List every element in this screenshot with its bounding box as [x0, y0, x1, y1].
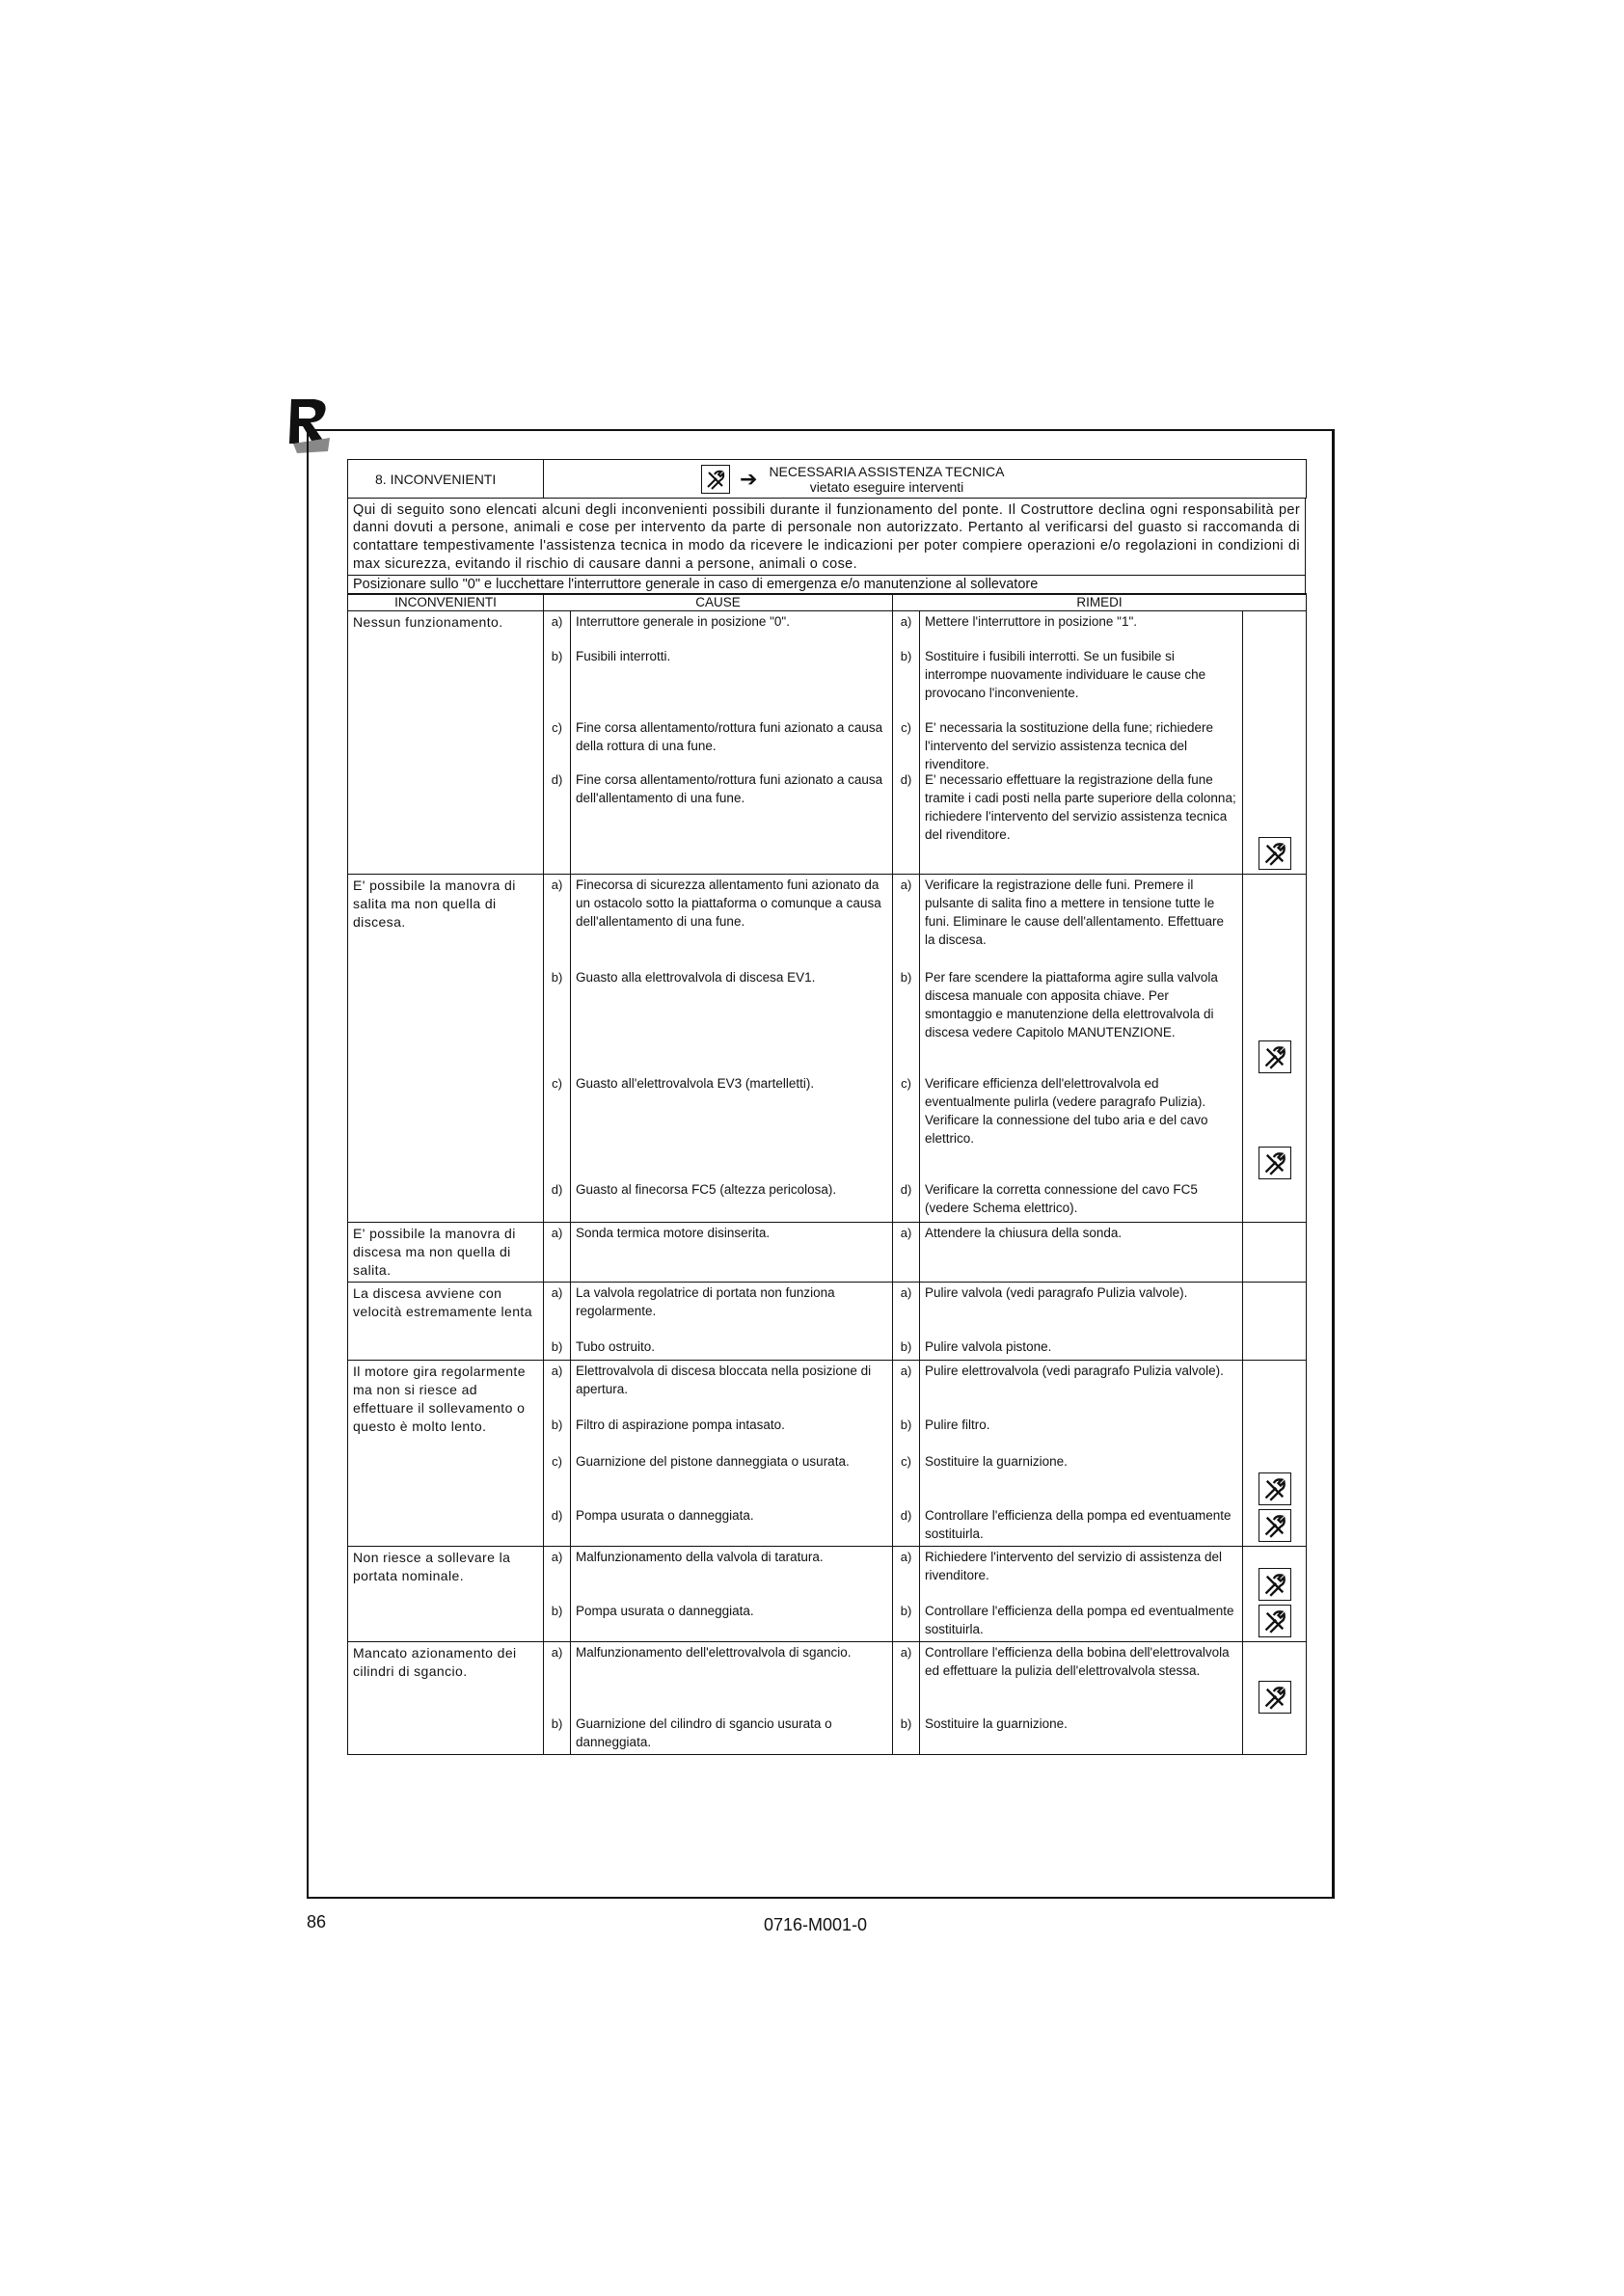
remedy-text-entry: Attendere la chiusura della sonda.: [925, 1226, 1123, 1241]
remedy-letter-entry: a): [900, 1285, 912, 1301]
assistance-icon-column: [1243, 1361, 1307, 1547]
cause-text-entry: Malfunzionamento della valvola di taratura.: [576, 1550, 824, 1565]
remedy-letter: [893, 611, 920, 875]
remedy-letter-entry: d): [900, 772, 912, 788]
remedy-letter: [893, 1283, 920, 1361]
cause-letter-entry: a): [551, 1285, 563, 1301]
remedy-letter: [893, 1642, 920, 1755]
technical-assistance-icon: [1259, 1147, 1291, 1179]
remedy-letter-entry: a): [900, 1226, 912, 1241]
column-headers: [348, 594, 1307, 611]
technical-assistance-icon: [1259, 1681, 1291, 1714]
section-title: 8. INCONVENIENTI: [348, 460, 544, 499]
cause-letter: [544, 1283, 571, 1361]
troubleshooting-table: [347, 593, 1307, 1755]
remedy-letter: [893, 1223, 920, 1283]
cause-letter-entry: b): [551, 1418, 563, 1433]
header-table: [347, 459, 1307, 499]
cause-letter-entry: a): [551, 614, 563, 630]
cause-letter: [544, 1547, 571, 1642]
cause-text-entry: Elettrovalvola di discesa bloccata nella posizione di apertura.: [576, 1364, 872, 1396]
cause-letter: [544, 1361, 571, 1547]
remedy-text-entry: Pulire valvola (vedi paragrafo Pulizia valvole).: [925, 1285, 1188, 1301]
cause-text-entry: Pompa usurata o danneggiata.: [576, 1604, 754, 1619]
cause-letter-entry: c): [552, 1454, 562, 1470]
column-header-problems: INCONVENIENTI: [348, 594, 544, 611]
cause-text: [571, 1547, 893, 1642]
remedy-letter: [893, 1361, 920, 1547]
problem-row: [348, 1361, 1307, 1547]
remedy-text: [920, 875, 1243, 1223]
cause-letter-entry: a): [551, 878, 563, 893]
cause-text-entry: Fine corsa allentamento/rottura funi azionato a causa dell'allentamento di una fune.: [576, 772, 883, 805]
technical-assistance-icon: [1259, 1472, 1291, 1505]
remedy-letter-entry: a): [900, 1364, 912, 1379]
wrench-screwdriver-icon: [701, 465, 730, 494]
remedy-letter-entry: b): [900, 1604, 912, 1619]
technical-assistance-icon: [1259, 837, 1291, 870]
problem-description: Mancato azionamento dei cilindri di sgancio.: [348, 1642, 544, 1755]
assistance-icon-column: [1243, 1547, 1307, 1642]
cause-text-entry: Guarnizione del pistone danneggiata o usurata.: [576, 1454, 850, 1470]
remedy-letter-entry: c): [901, 1454, 911, 1470]
remedy-text-entry: Controllare l'efficienza della bobina dell'elettrovalvola ed effettuare la pulizia dell'elettrovalvola stessa.: [925, 1645, 1230, 1678]
remedy-text-entry: Richiedere l'intervento del servizio di assistenza del rivenditore.: [925, 1550, 1222, 1582]
technical-assistance-warning: [544, 460, 1307, 499]
column-header-remedies: RIMEDI: [893, 594, 1307, 611]
cause-text-entry: Tubo ostruito.: [576, 1339, 656, 1355]
remedy-letter-entry: a): [900, 1550, 912, 1565]
cause-text: [571, 1361, 893, 1547]
remedy-text-entry: Sostituire la guarnizione.: [925, 1454, 1068, 1470]
problem-description: Non riesce a sollevare la portata nominale.: [348, 1547, 544, 1642]
cause-text-entry: Guasto alla elettrovalvola di discesa EV1.: [576, 970, 816, 986]
problem-description: Nessun funzionamento.: [348, 611, 544, 875]
cause-letter: [544, 611, 571, 875]
cause-letter-entry: b): [551, 649, 563, 664]
cause-letter-entry: a): [551, 1364, 563, 1379]
cause-letter-entry: c): [552, 720, 562, 736]
problem-row: [348, 1547, 1307, 1642]
cause-text-entry: Guarnizione del cilindro di sgancio usurata o danneggiata.: [576, 1716, 832, 1749]
problem-row: [348, 1283, 1307, 1361]
remedy-text-entry: Verificare efficienza dell'elettrovalvola ed eventualmente pulirla (vedere paragrafo Pulizia). Verificare la connessione del tubo aria e del cavo elettrico.: [925, 1076, 1208, 1146]
column-header-causes: CAUSE: [544, 594, 893, 611]
remedy-text-entry: Controllare l'efficienza della pompa ed eventuamente sostituirla.: [925, 1508, 1232, 1541]
warning-line-1: NECESSARIA ASSISTENZA TECNICA: [769, 463, 1005, 479]
remedy-text: [920, 1283, 1243, 1361]
problem-description: E' possibile la manovra di discesa ma non quella di salita.: [348, 1223, 544, 1283]
cause-letter-entry: b): [551, 1716, 563, 1732]
remedy-letter: [893, 875, 920, 1223]
cause-text-entry: La valvola regolatrice di portata non funziona regolarmente.: [576, 1285, 835, 1318]
page-number: 86: [307, 1912, 327, 1931]
safety-positioning-note: Posizionare sullo "0" e lucchettare l'interruttore generale in caso di emergenza e/o manutenzione al sollevatore: [348, 575, 1306, 594]
remedy-text-entry: Verificare la corretta connessione del cavo FC5 (vedere Schema elettrico).: [925, 1182, 1198, 1215]
remedy-text-entry: Pulire valvola pistone.: [925, 1339, 1052, 1355]
cause-letter-entry: b): [551, 1339, 563, 1355]
remedy-letter-entry: b): [900, 970, 912, 986]
remedy-letter-entry: c): [901, 1076, 911, 1092]
problem-row: [348, 611, 1307, 875]
cause-text: [571, 611, 893, 875]
arrow-right-icon: ➔: [740, 466, 758, 491]
intro-table: [347, 498, 1306, 595]
cause-letter-entry: a): [551, 1226, 563, 1241]
remedy-text-entry: Pulire filtro.: [925, 1418, 990, 1433]
remedy-text-entry: E' necessario effettuare la registrazione della fune tramite i cadi posti nella parte superiore della colonna; richiedere l'intervento del servizio assistenza tecnica del rivenditore.: [925, 772, 1236, 842]
cause-text-entry: Finecorsa di sicurezza allentamento funi azionato da un ostacolo sotto la piattaforma o comunque a causa dell'allentamento di una fune.: [576, 878, 881, 929]
cause-letter: [544, 1223, 571, 1283]
remedy-text-entry: Sostituire la guarnizione.: [925, 1716, 1068, 1732]
problem-row: [348, 1642, 1307, 1755]
technical-assistance-icon: [1259, 1509, 1291, 1542]
cause-text-entry: Filtro di aspirazione pompa intasato.: [576, 1418, 785, 1433]
assistance-icon-column: [1243, 1283, 1307, 1361]
cause-letter-entry: d): [551, 772, 563, 788]
problem-description: La discesa avviene con velocità estremamente lenta: [348, 1283, 544, 1361]
cause-letter-entry: c): [552, 1076, 562, 1092]
remedy-text-entry: Sostituire i fusibili interrotti. Se un fusibile si interrompe nuovamente individuare le cause che provocano l'inconveniente.: [925, 649, 1206, 700]
assistance-icon-column: [1243, 1642, 1307, 1755]
technical-assistance-icon: [1259, 1568, 1291, 1601]
technical-assistance-icon: [1259, 1605, 1291, 1637]
cause-text-entry: Fine corsa allentamento/rottura funi azionato a causa della rottura di una fune.: [576, 720, 883, 753]
troubleshooting-document: [347, 459, 1306, 1755]
cause-letter: [544, 1642, 571, 1755]
cause-letter: [544, 875, 571, 1223]
cause-text-entry: Guasto all'elettrovalvola EV3 (martelletti).: [576, 1076, 815, 1092]
remedy-text-entry: Pulire elettrovalvola (vedi paragrafo Pulizia valvole).: [925, 1364, 1224, 1379]
cause-text-entry: Interruttore generale in posizione "0".: [576, 614, 790, 630]
cause-text: [571, 1642, 893, 1755]
remedy-letter-entry: d): [900, 1182, 912, 1198]
remedy-letter-entry: b): [900, 649, 912, 664]
cause-text-entry: Sonda termica motore disinserita.: [576, 1226, 771, 1241]
remedy-text: [920, 611, 1243, 875]
cause-text-entry: Pompa usurata o danneggiata.: [576, 1508, 754, 1524]
remedy-letter-entry: a): [900, 878, 912, 893]
problem-description: Il motore gira regolarmente ma non si riesce ad effettuare il sollevamento o questo è molto lento.: [348, 1361, 544, 1547]
remedy-text: [920, 1223, 1243, 1283]
remedy-letter-entry: d): [900, 1508, 912, 1524]
assistance-icon-column: [1243, 1223, 1307, 1283]
remedy-text-entry: E' necessaria la sostituzione della fune; richiedere l'intervento del servizio assistenza tecnica del rivenditore.: [925, 720, 1214, 771]
cause-letter-entry: b): [551, 1604, 563, 1619]
cause-letter-entry: a): [551, 1645, 563, 1661]
assistance-icon-column: [1243, 875, 1307, 1223]
technical-assistance-icon: [1259, 1040, 1291, 1073]
cause-text: [571, 1283, 893, 1361]
assistance-icon-column: [1243, 611, 1307, 875]
cause-text: [571, 875, 893, 1223]
cause-text: [571, 1223, 893, 1283]
remedy-letter-entry: b): [900, 1339, 912, 1355]
remedy-text-entry: Per fare scendere la piattaforma agire sulla valvola discesa manuale con apposita chiave. Per smontaggio e manutenzione della elettrovalvola di discesa vedere Capitolo MANUTENZIONE.: [925, 970, 1218, 1040]
cause-letter-entry: b): [551, 970, 563, 986]
cause-text-entry: Fusibili interrotti.: [576, 649, 671, 664]
remedy-letter: [893, 1547, 920, 1642]
cause-text-entry: Malfunzionamento dell'elettrovalvola di sgancio.: [576, 1645, 852, 1661]
warning-line-2: vietato eseguire interventi: [809, 478, 964, 495]
problem-description: E' possibile la manovra di salita ma non quella di discesa.: [348, 875, 544, 1223]
cause-letter-entry: d): [551, 1508, 563, 1524]
remedy-text-entry: Mettere l'interruttore in posizione "1".: [925, 614, 1138, 630]
remedy-letter-entry: c): [901, 720, 911, 736]
problem-row: [348, 1223, 1307, 1283]
remedy-letter-entry: b): [900, 1418, 912, 1433]
document-code: 0716-M001-0: [764, 1915, 868, 1934]
remedy-text-entry: Verificare la registrazione delle funi. Premere il pulsante di salita fino a mettere in tensione tutte le funi. Eliminare le cause dell'allentamento. Effettuare la discesa.: [925, 878, 1225, 947]
remedy-text: [920, 1642, 1243, 1755]
remedy-text: [920, 1361, 1243, 1547]
cause-letter-entry: d): [551, 1182, 563, 1198]
remedy-letter-entry: a): [900, 1645, 912, 1661]
cause-text-entry: Guasto al finecorsa FC5 (altezza pericolosa).: [576, 1182, 837, 1198]
problem-row: [348, 875, 1307, 1223]
remedy-text-entry: Controllare l'efficienza della pompa ed eventualmente sostituirla.: [925, 1604, 1234, 1636]
intro-paragraph: Qui di seguito sono elencati alcuni degli inconvenienti possibili durante il funzionamento del ponte. Il Costruttore declina ogni responsabilità per danni dovuti a persone, animali e cose per intervento da parte di personale non autorizzato. Pertanto al verificarsi del guasto si raccomanda di contattare tempestivamente l'assistenza tecnica in modo da ricevere le indicazioni per poter compiere operazioni e/o regolazioni in condizioni di max sicurezza, evitando il rischio di causare danni a persone, animali o cose.: [348, 498, 1306, 575]
remedy-letter-entry: a): [900, 614, 912, 630]
remedy-letter-entry: b): [900, 1716, 912, 1732]
cause-letter-entry: a): [551, 1550, 563, 1565]
remedy-text: [920, 1547, 1243, 1642]
